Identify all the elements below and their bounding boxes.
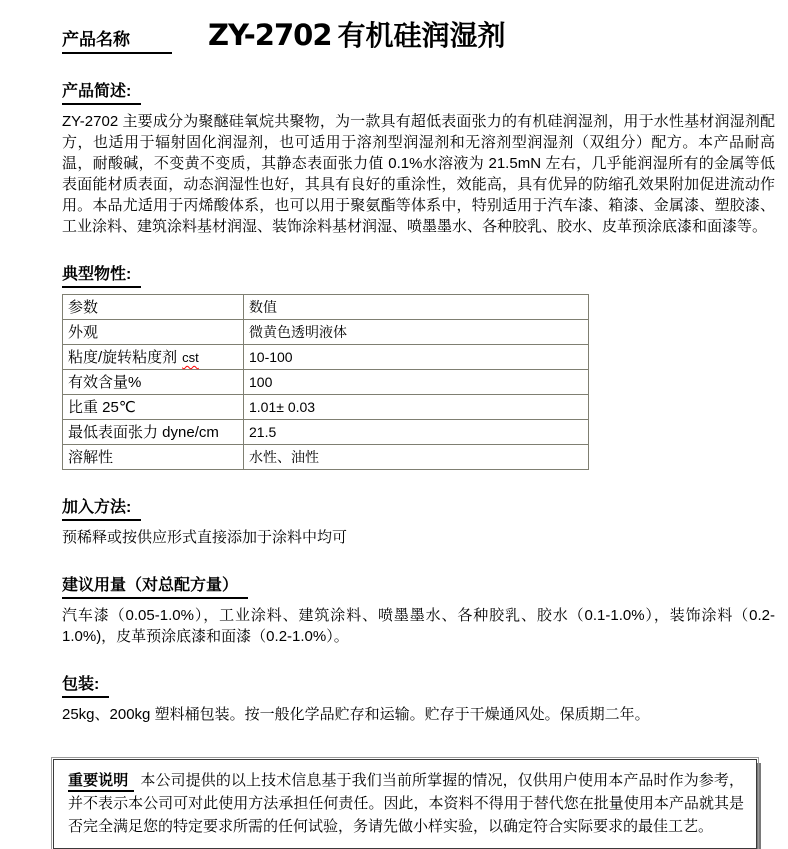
table-row — [63, 370, 589, 395]
section-heading-dosage: 建议用量（对总配方量） — [62, 572, 775, 599]
table-row — [63, 445, 589, 470]
page-title — [208, 14, 506, 54]
table-row — [63, 295, 589, 320]
table-row — [63, 345, 589, 370]
intro-paragraph: ZY-2702 主要成分为聚醚硅氧烷共聚物，为一款具有超低表面张力的有机硅润湿剂，用于水性基材润湿剂配方，也适用于辐射固化润湿剂，也可适用于溶剂型润湿剂和无溶剂型润湿剂（双组分）配方。本产品耐高温，耐酸碱，不变黄不变质，其静态表面张力值 0.1%水溶液为 21.5mN 左右，几乎能润湿所有的金属等低表面能材质表面，动态润湿性也好，其具有良好的重涂性，效能高，具有优异的防缩孔效果附加促进流动作用。本品尤适用于丙烯酸体系，也可以用于聚氨酯等体系中，特别适用于汽车漆、箱漆、金属漆、塑胶漆、工业涂料、建筑涂料基材润湿、装饰涂料基材润湿、喷墨墨水、各种胶乳、胶水、皮革预涂底漆和面漆等。 — [62, 113, 775, 235]
value-cell: 数值 — [244, 295, 589, 320]
method-text: 预稀释或按供应形式直接添加于涂料中均可 — [62, 529, 348, 546]
param-cell: 溶解性 — [63, 445, 244, 470]
value-cell: 10-100 — [244, 345, 589, 370]
table-row — [63, 320, 589, 345]
section-heading-method: 加入方法: — [62, 494, 775, 521]
product-name-label: 产品名称 — [62, 25, 172, 54]
param-cell: 粘度/旋转粘度剂 cst — [63, 345, 244, 370]
value-cell: 21.5 — [244, 420, 589, 445]
value-cell: 微黄色透明液体 — [244, 320, 589, 345]
document-header — [62, 14, 775, 54]
dosage-text: 汽车漆（0.05-1.0%），工业涂料、建筑涂料、喷墨墨水、各种胶乳、胶水（0.1-1.0%），装饰涂料（0.2-1.0%)，皮革预涂底漆和面漆（0.2-1.0%）。 — [62, 607, 775, 645]
table-row — [63, 395, 589, 420]
notice-text: 本公司提供的以上技术信息基于我们当前所掌握的情况，仅供用户使用本产品时作为参考，并不表示本公司可对此使用方法承担任何责任。因此，本资料不得用于替代您在批量使用本产品就其是否完全满足您的特定要求所需的任何试验，务请先做小样实验，以确定符合实际要求的最佳工艺。 — [68, 772, 744, 835]
important-notice-box — [53, 759, 757, 849]
section-heading-intro: 产品简述: — [62, 78, 775, 105]
param-cell: 外观 — [63, 320, 244, 345]
packaging-text: 25kg、200kg 塑料桶包装。按一般化学品贮存和运输。贮存于干燥通风处。保质期二年。 — [62, 706, 650, 723]
section-heading-packaging: 包装: — [62, 671, 775, 698]
product-model: ZY-2702 — [208, 18, 332, 52]
table-row — [63, 420, 589, 445]
param-cell: 最低表面张力 dyne/cm — [63, 420, 244, 445]
param-cell: 有效含量% — [63, 370, 244, 395]
product-type: 有机硅润湿剂 — [337, 19, 506, 52]
value-cell: 1.01± 0.03 — [244, 395, 589, 420]
spellcheck-marked-text: cst — [182, 350, 199, 365]
section-heading-properties: 典型物性: — [62, 261, 775, 288]
value-cell: 水性、油性 — [244, 445, 589, 470]
value-cell: 100 — [244, 370, 589, 395]
param-cell: 参数 — [63, 295, 244, 320]
properties-table — [62, 294, 589, 470]
param-cell: 比重 25℃ — [63, 395, 244, 420]
notice-label: 重要说明 — [68, 772, 134, 792]
